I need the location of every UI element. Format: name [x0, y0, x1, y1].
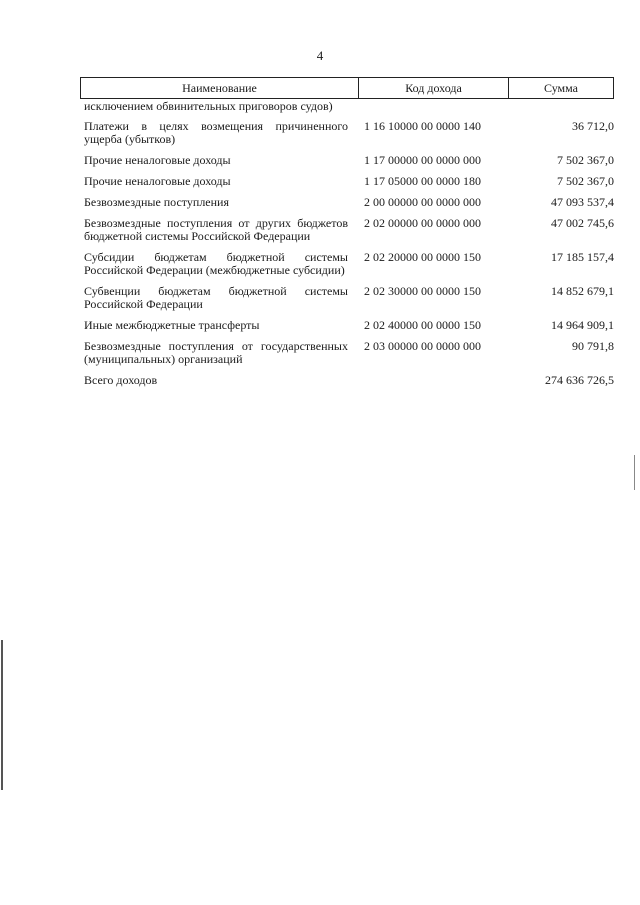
row-sum: 14 852 679,1	[551, 284, 614, 298]
table-row-total	[84, 374, 616, 387]
table-row	[84, 251, 616, 277]
row-code: 2 00 00000 00 0000 000	[364, 195, 481, 209]
row-code: 1 17 05000 00 0000 180	[364, 174, 481, 188]
row-sum: 274 636 726,5	[545, 373, 614, 387]
row-sum: 14 964 909,1	[551, 318, 614, 332]
table-row	[84, 175, 616, 188]
table-row	[84, 120, 616, 146]
row-code: 2 02 40000 00 0000 150	[364, 318, 481, 332]
row-sum: 90 791,8	[572, 339, 614, 353]
row-sum: 17 185 157,4	[551, 250, 614, 264]
row-sum	[502, 100, 614, 113]
table-row	[84, 154, 616, 167]
row-code: 1 16 10000 00 0000 140	[364, 119, 481, 133]
row-code: 1 17 00000 00 0000 000	[364, 153, 481, 167]
table-row	[84, 319, 616, 332]
row-code	[348, 374, 502, 387]
column-header-code: Код дохода	[359, 78, 509, 98]
table-row	[84, 285, 616, 311]
row-sum: 47 002 745,6	[551, 216, 614, 230]
row-name: Платежи в целях возмещения причиненного ущерба (убытков)	[84, 119, 348, 146]
row-sum: 36 712,0	[572, 119, 614, 133]
row-code: 2 02 20000 00 0000 150	[364, 250, 481, 264]
row-sum: 7 502 367,0	[557, 153, 614, 167]
row-name: Прочие неналоговые доходы	[84, 153, 231, 167]
scan-edge-mark	[1, 640, 3, 790]
table-header	[80, 77, 614, 99]
row-code	[348, 100, 502, 113]
row-code: 2 03 00000 00 0000 000	[364, 339, 481, 353]
table-row	[84, 217, 616, 243]
row-name: Безвозмездные поступления от государственных (муниципальных) организаций	[84, 339, 348, 366]
row-sum: 47 093 537,4	[551, 195, 614, 209]
column-header-name: Наименование	[81, 78, 359, 98]
row-name: Иные межбюджетные трансферты	[84, 318, 260, 332]
row-code: 2 02 00000 00 0000 000	[364, 216, 481, 230]
row-name: Безвозмездные поступления	[84, 195, 229, 209]
column-header-sum: Сумма	[544, 80, 578, 95]
table-row	[84, 196, 616, 209]
row-name: Прочие неналоговые доходы	[84, 174, 231, 188]
table-row	[84, 100, 616, 113]
page-number: 4	[316, 48, 324, 63]
table-body	[84, 100, 616, 387]
row-sum: 7 502 367,0	[557, 174, 614, 188]
row-name: Субсидии бюджетам бюджетной системы Российской Федерации (межбюджетные субсидии)	[84, 250, 348, 277]
row-code: 2 02 30000 00 0000 150	[364, 284, 481, 298]
row-name: Безвозмездные поступления от других бюджетов бюджетной системы Российской Федерации	[84, 216, 348, 243]
row-name: исключением обвинительных приговоров судов)	[84, 99, 333, 113]
scan-edge-mark	[634, 455, 635, 490]
row-name: Субвенции бюджетам бюджетной системы Российской Федерации	[84, 284, 348, 311]
table-row	[84, 340, 616, 366]
row-name: Всего доходов	[84, 373, 158, 387]
